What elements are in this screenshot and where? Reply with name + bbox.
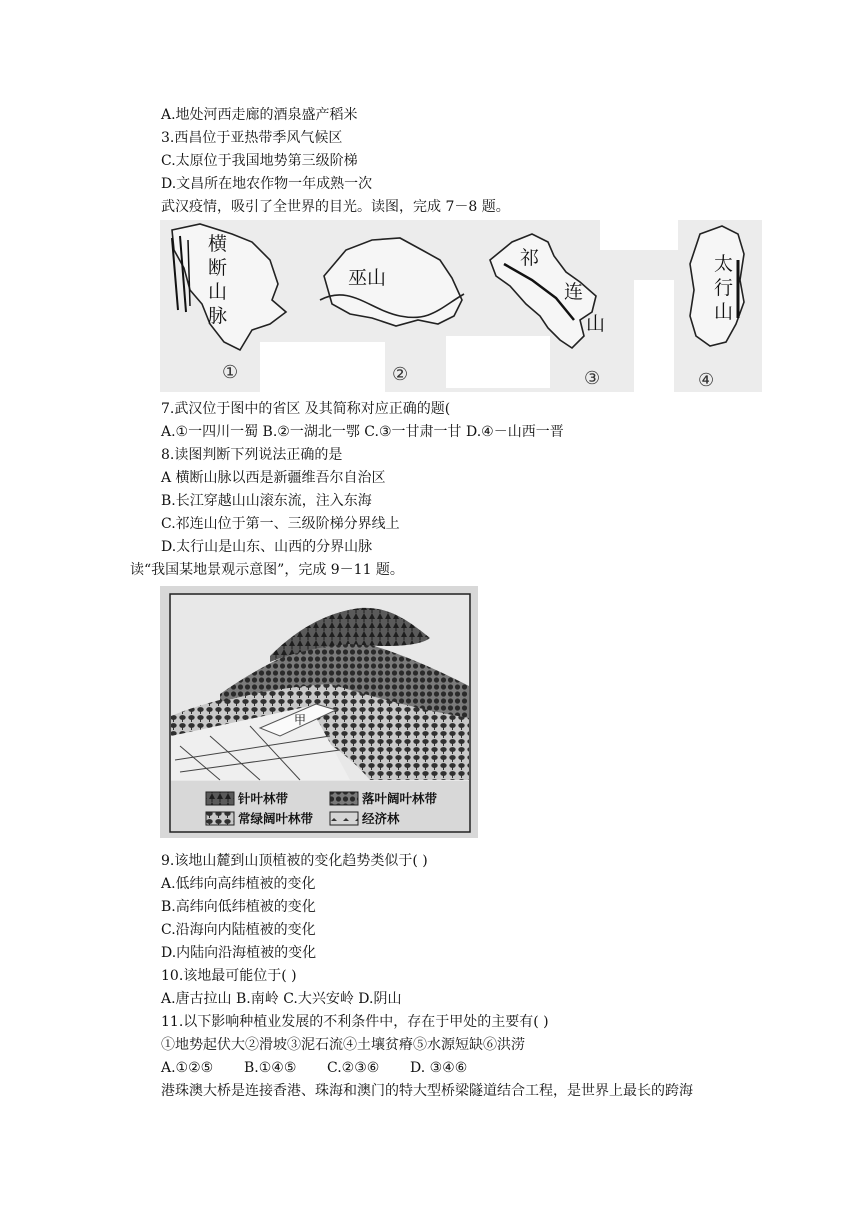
q9-option-c: C.沿海向内陆植被的变化	[161, 922, 316, 938]
legend-economic-swatch	[330, 812, 358, 825]
intro-7-8: 武汉疫情，吸引了全世界的目光。读图，完成 7－8 题。	[161, 199, 510, 215]
label-duan: 断	[208, 257, 228, 279]
label-qi: 祁	[520, 247, 540, 269]
map-number-1: ①	[222, 362, 239, 383]
q8-option-a: A 横断山脉以西是新疆维吾尔自治区	[161, 470, 386, 486]
legend-deciduous: 落叶阔叶林带	[362, 791, 438, 806]
label-lian: 连	[564, 281, 584, 303]
q6-option-d: D.文昌所在地农作物一年成熟一次	[161, 176, 373, 192]
label-wushan: 巫山	[348, 267, 387, 289]
label-tai: 太	[714, 253, 734, 275]
q10-stem: 10.该地最可能位于( )	[161, 968, 297, 984]
legend-deciduous-swatch	[330, 792, 358, 805]
q8-option-d: D.太行山是山东、山西的分界山脉	[161, 539, 373, 555]
q8-stem: 8.读图判断下列说法正确的是	[161, 447, 343, 463]
label-hang: 行	[714, 277, 734, 299]
legend-conifer-swatch	[206, 792, 234, 805]
q9-option-b: B.高纬向低纬植被的变化	[161, 899, 316, 915]
province-map-figure	[160, 220, 762, 392]
q8-option-b: B.长江穿越山山滚东流，注入东海	[161, 493, 372, 509]
label-taihang-shan: 山	[714, 301, 734, 323]
legend-evergreen: 常绿阔叶林带	[238, 811, 314, 826]
q9-option-d: D.内陆向沿海植被的变化	[161, 945, 317, 961]
q9-stem: 9.该地山麓到山顶植被的变化趋势类似于( )	[161, 853, 428, 869]
map-number-4: ④	[698, 370, 715, 391]
intro-9-11: 读“我国某地景观示意图”，完成 9－11 题。	[130, 562, 404, 578]
legend-evergreen-swatch	[206, 812, 234, 825]
map-number-2: ②	[392, 364, 409, 385]
q11-option-b: B.①④⑤	[244, 1060, 297, 1076]
legend-conifer: 针叶林带	[238, 791, 289, 806]
q11-stem: 11.以下影响种植业发展的不利条件中，存在于甲处的主要有( )	[161, 1014, 549, 1030]
q7-options: A.①一四川一蜀 B.②一湖北一鄂 C.③一甘肃一甘 D.④－山西一晋	[161, 424, 564, 440]
q9-option-a: A.低纬向高纬植被的变化	[161, 876, 316, 892]
landscape-svg	[160, 586, 478, 838]
q11-option-a: A.①②⑤	[161, 1060, 214, 1076]
q8-option-c: C.祁连山位于第一、三级阶梯分界线上	[161, 516, 400, 532]
q10-options: A.唐古拉山 B.南岭 C.大兴安岭 D.阴山	[161, 991, 402, 1007]
bridge-paragraph: 港珠澳大桥是连接香港、珠海和澳门的特大型桥梁隧道结合工程，是世界上最长的跨海	[161, 1083, 693, 1099]
label-shan-1: 山	[208, 281, 228, 303]
q11-option-d: D. ③④⑥	[410, 1060, 468, 1076]
landscape-figure	[160, 586, 478, 838]
jia-label: 甲	[294, 713, 307, 727]
q7-stem: 7.武汉位于图中的省区 及其简称对应正确的题(	[161, 401, 451, 417]
q11-option-c: C.②③⑥	[327, 1060, 380, 1076]
q6-option-b: 3.西昌位于亚热带季风气候区	[161, 130, 343, 146]
map-number-3: ③	[584, 368, 601, 389]
q11-conditions: ①地势起伏大②滑坡③泥石流④土壤贫瘠⑤水源短缺⑥洪涝	[161, 1037, 525, 1053]
legend-economic: 经济林	[362, 811, 400, 826]
province-map-svg	[160, 220, 762, 392]
label-mai: 脉	[208, 305, 228, 327]
label-heng: 横	[208, 233, 228, 255]
label-qilian-shan: 山	[586, 313, 606, 335]
q6-option-c: C.太原位于我国地势第三级阶梯	[161, 153, 358, 169]
q6-option-a: A.地处河西走廊的酒泉盛产稻米	[161, 107, 358, 123]
